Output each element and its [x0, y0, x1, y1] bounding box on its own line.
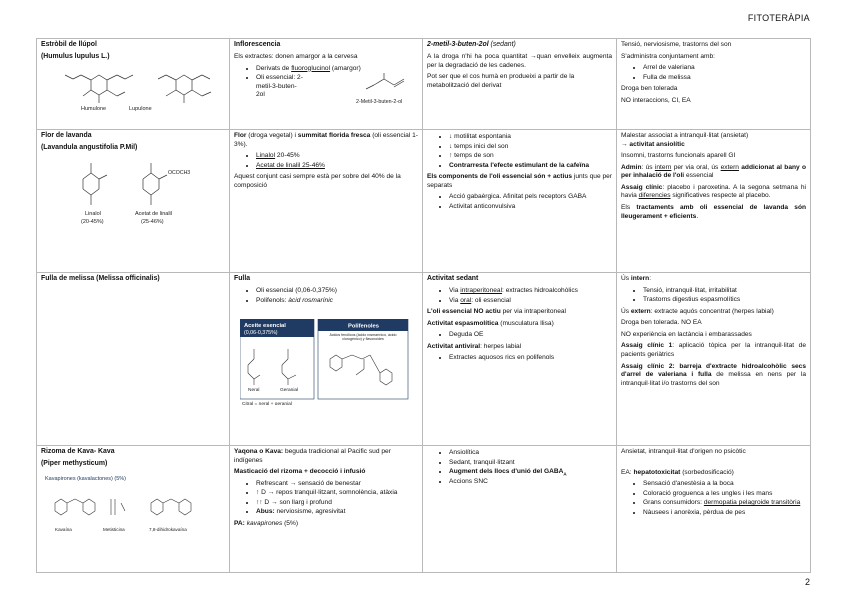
text: Flor (droga vegetal) i summitat florida fresca (oli essencial 1-3%).: [234, 132, 419, 148]
section-heading: 2-metil-3-buten-2ol (sedant): [427, 41, 516, 48]
fig-pct-linalyl: (25-46%): [141, 218, 164, 225]
indication-cell: [617, 446, 811, 573]
text: Assaig clínic 2: barreja d'extracte hidroalcohòlic secs d'arrel de valeriana i fulla de melissa en nens per la intranquil·litat i/o trastorns del son: [621, 362, 806, 387]
list-item: • Ansiolítica: [449, 449, 612, 458]
drug-cell: [230, 130, 423, 273]
list-item: • Acció gabaèrgica. Afinitat pels receptors GABA: [449, 193, 612, 202]
indication-cell: [617, 39, 811, 130]
list-item: • Nàusees i anorèxia, pèrdua de pes: [643, 509, 806, 518]
text: NO interaccions, CI, EA: [621, 96, 691, 104]
linalool-structures: [41, 157, 221, 227]
label-citral: Citral = neral + geranial: [242, 402, 292, 406]
text: Ús extern: extracte aquós concentrat (herpes labial): [621, 307, 774, 315]
plant-cell: [37, 39, 230, 130]
text: Els components de l'oli essencial són + actius junts que per separats: [427, 173, 612, 189]
table-row: [37, 446, 811, 573]
plant-name: Flor de lavanda: [41, 132, 92, 139]
text: Els tractaments amb oli essencial de lavanda són lleugerament + eficients.: [621, 203, 806, 220]
text: Insomni, trastorns funcionals aparell GI: [621, 152, 736, 160]
fig-label-humulone: Humulone: [81, 105, 107, 112]
text: Ús intern:: [621, 275, 652, 282]
plant-cell: [37, 273, 230, 446]
text: Els extractes: donen amargor a la cervesa: [234, 52, 358, 60]
fig-group: OCOCH3: [168, 169, 191, 176]
component-cell: [423, 39, 617, 130]
label-neral: Neral: [248, 388, 260, 394]
box2-text: Ácidos fenólicos (ácido rosmarínico, ácido clorogénico) y flavonoides: [329, 333, 397, 342]
list-item: • Extractes aquosos rics en polifenols: [449, 354, 612, 363]
box2-title: Polifenoles: [348, 323, 379, 330]
table-row: [37, 130, 811, 273]
text: NO experiència en lactància i embarassades: [621, 330, 752, 338]
content-table: [36, 38, 811, 573]
list-item: • Activitat anticonvulsiva: [449, 203, 612, 212]
text: A la droga n'hi ha poca quantitat →quan envelleix augmenta per la degradació de les cadenes.: [427, 52, 612, 69]
text: Yaqona o Kava: beguda tradicional al Pacific sud per indígenes: [234, 448, 391, 464]
text: Malestar associat a intranquil·litat (ansietat) → activitat ansiolític: [621, 132, 749, 148]
fig-title: Kavapirones (kavalactones) (5%): [45, 475, 127, 482]
list-item: • Augment dels llocs d'unió del $GABA_A$: [449, 468, 612, 477]
list-item: • Abus: nerviosisme, agresivitat: [256, 508, 418, 517]
indication-cell: [617, 130, 811, 273]
list-item: • Deguda OE: [449, 331, 612, 340]
box1-sub: (0,06-0,375%): [244, 330, 278, 337]
section-heading: Inflorescencia: [234, 41, 281, 48]
plant-latin: (Piper methysticum): [41, 459, 108, 467]
list-item: • Fulla de melissa: [643, 74, 806, 83]
fig-label-kavaina: Kavaína: [55, 526, 72, 532]
text: Droga ben tolerada. NO EA: [621, 319, 702, 327]
plant-cell: [37, 446, 230, 573]
label-geranial: Geranial: [280, 388, 299, 394]
drug-cell: [230, 446, 423, 573]
list-item: • ↓ temps inici del son: [449, 143, 612, 152]
text: Pot ser que el cos humà en produeixi a partir de la metabolització del derivat: [427, 73, 575, 89]
drug-cell: [230, 39, 423, 130]
table-row: [37, 273, 811, 446]
fig-label-metisticina: Metisticina: [103, 526, 125, 532]
kavapirones-structures: [41, 473, 221, 543]
list-item: • ↑↑ D → son llarg i profund: [256, 499, 418, 508]
fig-label-linalyl: Acetat de linalil: [135, 210, 172, 217]
list-item: • Via intraperitoneal: extractes hidroalcohòlics: [449, 287, 612, 296]
list-item: • ↑ D → repos tranquil·litzant, somnolència, atàxia: [256, 489, 418, 498]
indication-cell: [617, 273, 811, 446]
methylbutenol-structure: [352, 73, 420, 107]
list-item: • Linalol 20-45%: [256, 152, 418, 161]
component-cell: [423, 273, 617, 446]
text: Activitat espasmolítica (musculatura llisa): [427, 319, 554, 327]
text: Aquest conjunt casi sempre està per sobre del 40% de la composició: [234, 173, 401, 189]
box1-title: Aceite esencial: [244, 323, 286, 330]
text: EA: hepatotoxicitat (sorbedosificació): [621, 468, 734, 476]
component-cell: [423, 446, 617, 573]
list-item: • Grans consumidors: dermopatia pelagroide transitòria: [643, 499, 806, 508]
list-item: • Sensació d'anestèsia a la boca: [643, 480, 806, 489]
list-item: • Sedant, tranquil·litzant: [449, 459, 612, 468]
header-title: FITOTERÀPIA: [747, 13, 810, 23]
section-heading: Fulla: [234, 275, 251, 282]
section-heading: Activitat sedant: [427, 275, 479, 282]
text: Assaig clínic: placebo i paroxetina. A la segona setmana hi havia diferencies significatives respecte al placebo.: [621, 183, 806, 200]
list-item: • Refrescant → sensació de benestar: [256, 480, 418, 489]
list-item: • Via oral: oli essencial: [449, 297, 612, 306]
plant-name: Rizoma de Kava- Kava: [41, 448, 115, 455]
list-item: • ↓ motilitat espontania: [449, 133, 612, 142]
list-item: • Coloració groguenca a les ungles i les mans: [643, 490, 806, 499]
list-item: • Contrarresta l'efecte estimulant de la cafeïna: [449, 162, 612, 171]
list-item: • Acetat de linalil 25-46%: [256, 162, 418, 171]
melissa-composition-figure: [240, 319, 410, 405]
table-row: [37, 39, 811, 130]
list-item: • Accions SNC: [449, 478, 612, 487]
text: Droga ben tolerada: [621, 85, 678, 93]
list-item: • Polifenols: àcid rosmarínic: [256, 297, 418, 306]
text: Masticació del rizoma + decocció i infusió: [234, 468, 366, 476]
component-cell: [423, 130, 617, 273]
plant-latin: (Humulus lupulus L.): [41, 52, 110, 60]
text: Activitat antiviral: herpes labial: [427, 342, 522, 350]
text: Ansietat, intranquil·litat d'origen no psicòtic: [621, 448, 746, 455]
text: Assaig clínic 1: aplicació tòpica per la intranquil·litat de pacients geriàtrics: [621, 342, 807, 358]
list-item: • ↑ temps de son: [449, 152, 612, 161]
list-item: • Tensió, intranquil·litat, irritabilitat: [643, 287, 806, 296]
text: Tensió, nerviosisme, trastorns del son: [621, 41, 732, 48]
text: L'oli essencial NO actiu per via intraperitoneal: [427, 308, 567, 316]
plant-latin: (Lavandula angustifolia P.Mil): [41, 143, 138, 151]
humulone-lupulone-structures: [41, 66, 221, 112]
fig-label: 2-Metil-3-buten-2-ol: [356, 98, 403, 105]
text: PA: kavapirones (5%): [234, 519, 299, 527]
page-number: 2: [804, 577, 810, 587]
text: Admin: ús intern per via oral, ús extern addicionat al bany o per inhalació de l'oli essencial: [621, 163, 807, 180]
list-item: • Trastorns digestius espasmolítics: [643, 296, 806, 305]
drug-cell: [230, 273, 423, 446]
list-item: • Arrel de valeriana: [643, 64, 806, 73]
fig-label-linalol: Linalol: [85, 210, 101, 217]
fig-pct-linalol: (20-45%): [81, 218, 104, 225]
text: S'administra conjuntament amb:: [621, 52, 715, 60]
fig-label-lupulone: Lupulone: [129, 105, 152, 112]
list-item: • Oli essencial (0,06-0,375%): [256, 287, 418, 296]
fig-label-dihidrokavaina: 7,8-dihidrokavaína: [149, 526, 187, 532]
list-item: • Oli essencial: 2- metil-3-buten- 2ol: [256, 74, 366, 100]
list-item: • Derivats de fluoroglucinol (amargor): [256, 65, 366, 74]
plant-cell: [37, 130, 230, 273]
plant-name: Estròbil de llúpol: [41, 41, 97, 48]
plant-name: Fulla de melissa (Melissa officinalis): [41, 275, 160, 282]
